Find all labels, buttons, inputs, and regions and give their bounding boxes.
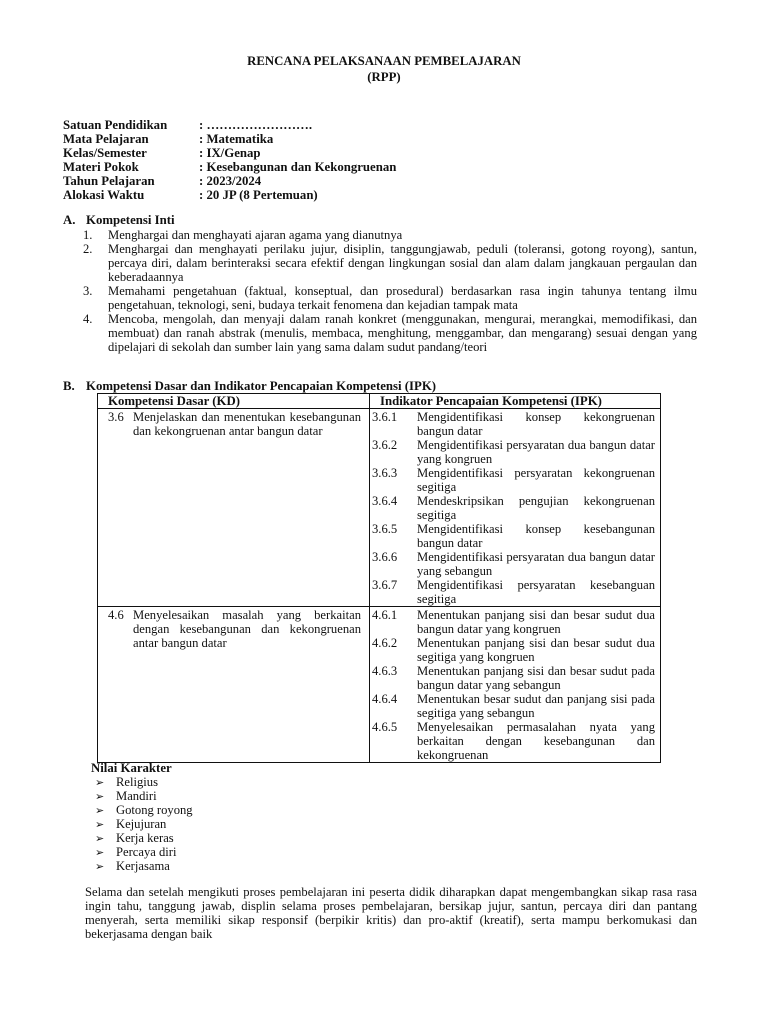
item-text: Kejujuran <box>116 817 167 831</box>
ipk-text: Menentukan panjang sisi dan besar sudut dua segitiga yang kongruen <box>417 636 655 664</box>
item-number: 2. <box>83 242 93 256</box>
ipk-number: 3.6.1 <box>372 410 398 424</box>
ipk-number: 3.6.7 <box>372 578 398 592</box>
list-item <box>83 284 697 312</box>
item-text: Memahami pengetahuan (faktual, konseptual, dan prosedural) berdasarkan rasa ingin tahunya tentang ilmu pengetahuan, teknologi, seni, budaya terkait fenomena dan kejadian tampak mata <box>108 284 697 312</box>
document-title: RENCANA PELAKSANAAN PEMBELAJARAN <box>247 54 521 68</box>
item-text: Menghargai dan menghayati perilaku jujur, disiplin, tanggungjawab, peduli (toleransi, gotong royong), santun, percaya diri, dalam berinteraksi secara efektif dengan lingkungan sosial dan alam dalam jangkauan pergaulan dan keberadaannya <box>108 242 697 284</box>
info-row <box>63 174 396 188</box>
item-text: Mandiri <box>116 789 157 803</box>
item-text: Mencoba, mengolah, dan menyaji dalam ranah konkret (menggunakan, mengurai, merangkai, memodifikasi, dan membuat) dan ranah abstrak (menulis, membaca, menghitung, menggambar, dan mengarang) sesuai dengan yang dipelajari di sekolah dan sumber lain yang sama dalam sudut pandang/teori <box>108 312 697 354</box>
section-number: A. <box>63 213 76 227</box>
ipk-item <box>370 608 660 636</box>
table-row <box>98 409 661 607</box>
list-item <box>95 775 193 789</box>
kd-text: Menyelesaikan masalah yang berkaitan dengan kesebangunan dan kekongruenan antar bangun datar <box>133 608 361 650</box>
list-item <box>95 789 193 803</box>
ipk-item <box>370 410 660 438</box>
ipk-text: Mendeskripsikan pengujian kekongruenan segitiga <box>417 494 655 522</box>
item-number: 3. <box>83 284 93 298</box>
info-row <box>63 132 396 146</box>
header-ipk: Indikator Pencapaian Kompetensi (IPK) <box>370 394 661 409</box>
ipk-cell <box>370 607 661 763</box>
section-title: Kompetensi Inti <box>86 213 175 227</box>
info-value: : 2023/2024 <box>199 174 262 188</box>
kd-number: 3.6 <box>108 410 124 424</box>
ipk-item <box>370 720 660 762</box>
arrow-bullet-icon: ➢ <box>95 847 105 859</box>
ipk-number: 3.6.6 <box>372 550 398 564</box>
identity-block <box>63 118 396 202</box>
ipk-number: 4.6.1 <box>372 608 398 622</box>
ipk-item <box>370 494 660 522</box>
kompetensi-inti-list <box>83 228 697 354</box>
list-item <box>95 831 193 845</box>
ipk-text: Menyelesaikan permasalahan nyata yang berkaitan dengan kesebangunan dan kekongruenan <box>417 720 655 762</box>
table-row <box>98 607 661 763</box>
info-label: Kelas/Semester <box>63 146 147 160</box>
table-header-row <box>98 394 661 409</box>
ipk-item <box>370 664 660 692</box>
ipk-cell <box>370 409 661 607</box>
ipk-text: Mengidentifikasi persyaratan dua bangun datar yang kongruen <box>417 438 655 466</box>
ipk-text: Mengidentifikasi persyaratan dua bangun datar yang sebangun <box>417 550 655 578</box>
ipk-text: Menentukan panjang sisi dan besar sudut dua bangun datar yang kongruen <box>417 608 655 636</box>
item-text: Kerja keras <box>116 831 174 845</box>
list-item <box>83 228 697 242</box>
section-b-heading <box>63 379 436 393</box>
info-value: : Kesebangunan dan Kekongruenan <box>199 160 397 174</box>
list-item <box>83 312 697 354</box>
ipk-item <box>370 550 660 578</box>
arrow-bullet-icon: ➢ <box>95 805 105 817</box>
item-text: Kerjasama <box>116 859 170 873</box>
info-value: : IX/Genap <box>199 146 261 160</box>
ipk-item <box>370 522 660 550</box>
info-label: Mata Pelajaran <box>63 132 149 146</box>
info-row <box>63 188 396 202</box>
item-text: Menghargai dan menghayati ajaran agama yang dianutnya <box>108 228 403 242</box>
ipk-number: 4.6.3 <box>372 664 398 678</box>
ipk-item <box>370 578 660 606</box>
info-row <box>63 118 396 132</box>
ipk-number: 3.6.2 <box>372 438 398 452</box>
kd-cell <box>98 409 370 607</box>
kd-ipk-table <box>97 393 661 763</box>
info-label: Alokasi Waktu <box>63 188 145 202</box>
ipk-text: Mengidentifikasi konsep kesebangunan bangun datar <box>417 522 655 550</box>
item-text: Percaya diri <box>116 845 177 859</box>
ipk-number: 3.6.5 <box>372 522 398 536</box>
item-number: 1. <box>83 228 93 242</box>
ipk-number: 3.6.4 <box>372 494 398 508</box>
arrow-bullet-icon: ➢ <box>95 833 105 845</box>
info-value: : ……………………. <box>199 118 313 132</box>
section-a-heading <box>63 213 175 227</box>
ipk-text: Menentukan besar sudut dan panjang sisi pada segitiga yang sebangun <box>417 692 655 720</box>
item-text: Religius <box>116 775 158 789</box>
document-subtitle: (RPP) <box>367 70 401 84</box>
ipk-number: 3.6.3 <box>372 466 398 480</box>
list-item <box>95 817 193 831</box>
info-row <box>63 160 396 174</box>
ipk-item <box>370 692 660 720</box>
ipk-text: Mengidentifikasi persyaratan kekongruenan segitiga <box>417 466 655 494</box>
list-item <box>95 803 193 817</box>
arrow-bullet-icon: ➢ <box>95 791 105 803</box>
section-title: Kompetensi Dasar dan Indikator Pencapaian Kompetensi (IPK) <box>86 379 437 393</box>
ipk-number: 4.6.4 <box>372 692 398 706</box>
arrow-bullet-icon: ➢ <box>95 819 105 831</box>
ipk-item <box>370 636 660 664</box>
info-label: Satuan Pendidikan <box>63 118 168 132</box>
ipk-text: Mengidentifikasi konsep kekongruenan bangun datar <box>417 410 655 438</box>
info-value: : Matematika <box>199 132 274 146</box>
list-item <box>95 859 193 873</box>
info-label: Tahun Pelajaran <box>63 174 155 188</box>
item-number: 4. <box>83 312 93 326</box>
info-row <box>63 146 396 160</box>
kd-text: Menjelaskan dan menentukan kesebangunan dan kekongruenan antar bangun datar <box>133 410 361 438</box>
ipk-number: 4.6.5 <box>372 720 398 734</box>
ipk-text: Mengidentifikasi persyaratan kesebanguan segitiga <box>417 578 655 606</box>
ipk-text: Menentukan panjang sisi dan besar sudut pada bangun datar yang sebangun <box>417 664 655 692</box>
section-number: B. <box>63 379 75 393</box>
ipk-item <box>370 438 660 466</box>
nilai-karakter-heading: Nilai Karakter <box>91 761 172 775</box>
kd-number: 4.6 <box>108 608 124 622</box>
closing-paragraph: Selama dan setelah mengikuti proses pembelajaran ini peserta didik diharapkan dapat mengembangkan sikap rasa rasa ingin tahu, tanggung jawab, displin selama proses pembelajaran, bersikap jujur, santun, percaya diri dan pantang menyerah, serta memiliki sikap responsif (berpikir kritis) dan pro-aktif (kreatif), serta mampu berkomukasi dan bekerjasama dengan baik <box>85 885 697 941</box>
ipk-number: 4.6.2 <box>372 636 398 650</box>
item-text: Gotong royong <box>116 803 193 817</box>
info-label: Materi Pokok <box>63 160 139 174</box>
nilai-karakter-list <box>95 775 193 873</box>
ipk-item <box>370 466 660 494</box>
list-item <box>95 845 193 859</box>
arrow-bullet-icon: ➢ <box>95 777 105 789</box>
kd-cell <box>98 607 370 763</box>
header-kd: Kompetensi Dasar (KD) <box>98 394 370 409</box>
info-value: : 20 JP (8 Pertemuan) <box>199 188 318 202</box>
arrow-bullet-icon: ➢ <box>95 861 105 873</box>
list-item <box>83 242 697 284</box>
